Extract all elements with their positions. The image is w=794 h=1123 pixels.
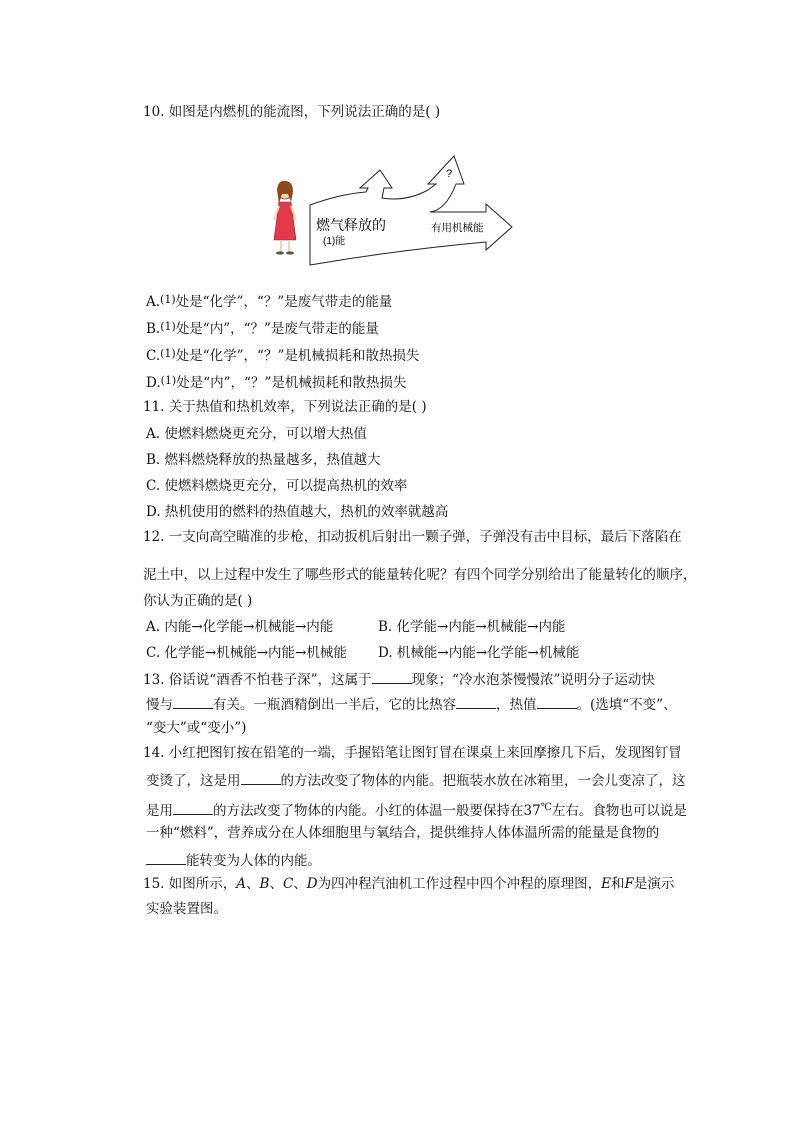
q14-blank-3[interactable]	[146, 850, 186, 865]
q11-option-c: C. 使燃料燃烧更充分，可以提高热机的效率	[146, 478, 408, 494]
diagram-left-label-2: (1)能	[323, 236, 346, 247]
q10-option-d: D.$^{(1)}$处是“内”，“？”是机械损耗和散热损失	[146, 374, 407, 391]
q11-option-a: A. 使燃料燃烧更充分，可以增大热值	[146, 426, 367, 442]
q15-line-1: 15. 如图所示，A、B、C、D为四冲程汽油机工作过程中四个冲程的原理图，E和F是演示	[143, 876, 675, 892]
q13-blank-3[interactable]	[456, 694, 496, 709]
q14-line-1: 14. 小红把图钉按在铅笔的一端，手握铅笔让图钉冒在课桌上来回摩擦几下后，发现图钉冒	[143, 745, 682, 761]
q13-blank-1[interactable]	[372, 669, 412, 684]
q12-option-c: C. 化学能→机械能→内能→机械能	[146, 645, 347, 661]
q14-line-4: 一种“燃料”，营养成分在人体细胞里与氧结合，提供维持人体体温所需的能量是食物的	[146, 825, 660, 841]
q10-option-b: B.$^{(1)}$处是“内”，“？”是废气带走的能量	[146, 320, 379, 337]
q10-stem: 10. 如图是内燃机的能流图，下列说法正确的是( )	[143, 104, 441, 120]
diagram-right-label: 有用机械能	[431, 222, 484, 234]
q13-line-3: “变大”或“变小”)	[146, 720, 247, 736]
q13-line-2: 慢与 有关。一瓶酒精倒出一半后，它的比热容 ，热值 。(选填“不变”、	[146, 694, 677, 714]
q11-stem: 11. 关于热值和热机效率，下列说法正确的是( )	[143, 399, 427, 415]
q11-option-d: D. 热机使用的燃料的热值越大，热机的效率就越高	[146, 504, 449, 520]
q14-blank-2[interactable]	[173, 800, 213, 815]
q14-line-5: 能转变为人体的内能。	[146, 850, 321, 870]
q12-line-1: 12. 一支向高空瞄准的步枪，扣动扳机后射出一颗子弹，子弹没有击中目标，最后下落陷在	[143, 529, 682, 545]
q14-blank-1[interactable]	[241, 770, 281, 785]
q13-line-1: 13. 俗话说“酒香不怕巷子深”，这属于 现象；“冷水泡茶慢慢浓”说明分子运动快	[143, 669, 655, 689]
q14-line-3: 是用 的方法改变了物体的内能。小红的体温一般要保持在37℃左右。食物也可以说是	[146, 802, 687, 819]
q12-option-b: B. 化学能→内能→机械能→内能	[378, 619, 566, 635]
q13-blank-2[interactable]	[173, 694, 213, 709]
q12-line-2: 泥土中，以上过程中发生了哪些形式的能量转化呢？有四个同学分别给出了能量转化的顺序，	[143, 567, 697, 583]
q12-option-a: A. 内能→化学能→机械能→内能	[146, 619, 334, 635]
diagram-left-label: 燃气释放的	[316, 217, 386, 233]
q12-option-d: D. 机械能→内能→化学能→机械能	[378, 645, 580, 661]
q10-option-c: C.$^{(1)}$处是“化学”，“？”是机械损耗和散热损失	[146, 347, 420, 364]
q12-line-3: 你认为正确的是( )	[143, 593, 253, 609]
energy-flow-diagram	[268, 150, 518, 270]
q11-option-b: B. 燃料燃烧释放的热量越多，热值越大	[146, 452, 381, 468]
q15-line-2: 实验装置图。	[146, 901, 227, 917]
energy-flow-arrows	[310, 156, 512, 265]
q10-option-a: A.$^{(1)}$处是“化学”，“？”是废气带走的能量	[146, 293, 393, 310]
q14-line-2: 变烫了，这是用 的方法改变了物体的内能。把瓶装水放在冰箱里，一会儿变凉了，这	[146, 770, 686, 790]
girl-figure-icon	[274, 181, 296, 255]
q13-blank-4[interactable]	[537, 694, 577, 709]
diagram-question-mark: ?	[446, 168, 453, 180]
